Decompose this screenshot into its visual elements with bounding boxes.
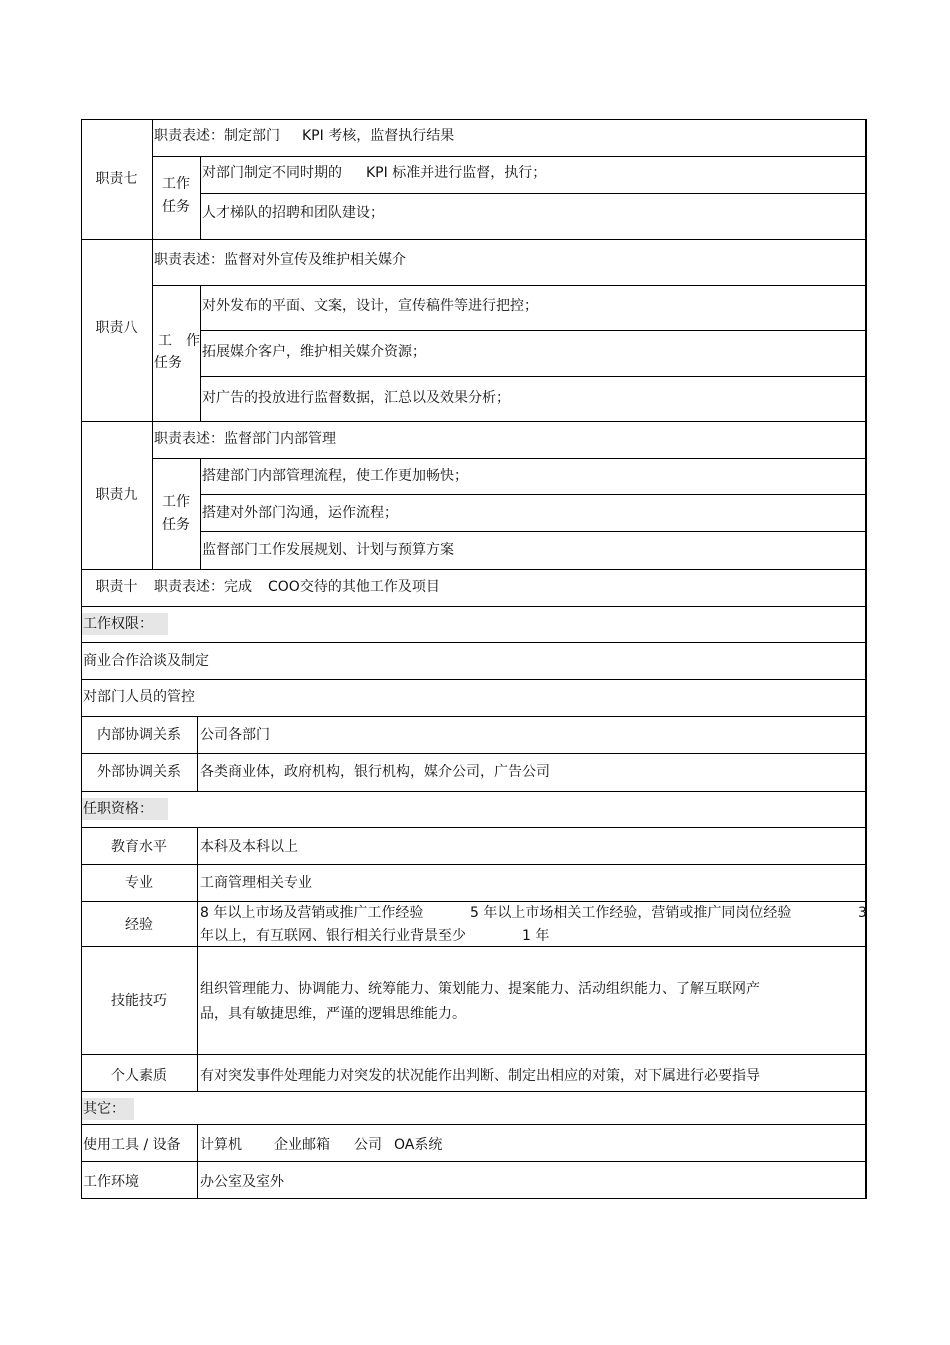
skills-line-1: 组织管理能力、协调能力、统筹能力、策划能力、提案能力、活动组织能力、了解互联网产 — [200, 981, 760, 997]
tools-label: 使用工具 / 设备 — [83, 1137, 181, 1153]
quality-value: 有对突发事件处理能力对突发的状况能作出判断、制定出相应的对策，对下属进行必要指导 — [200, 1068, 760, 1084]
experience-line-2b: 1 年 — [522, 928, 550, 944]
duty9-task-2: 搭建对外部门沟通，运作流程； — [202, 505, 398, 521]
experience-line-2a: 年以上，有互联网、银行相关行业背景至少 — [200, 928, 466, 944]
quality-label: 个人素质 — [111, 1068, 167, 1084]
experience-line-1c: 3 — [858, 905, 867, 921]
duty7-task-1-post: KPI 标准并进行监督，执行； — [366, 165, 547, 181]
duty10-label: 职责十 — [95, 579, 138, 595]
major-label: 专业 — [125, 875, 153, 891]
tools-value — [200, 1136, 442, 1154]
duty8-task-label-2: 任务 — [154, 355, 182, 371]
duty7-label: 职责七 — [95, 171, 138, 187]
tools-item-3: 公司 — [354, 1137, 382, 1153]
duty7-task-2: 人才梯队的招聘和团队建设； — [202, 205, 384, 221]
tools-item-4: OA系统 — [394, 1137, 443, 1153]
duty8-task-label-1: 工 作 — [158, 333, 200, 349]
duty7-task-label-1: 工作 — [162, 176, 190, 192]
environment-label: 工作环境 — [83, 1174, 139, 1190]
duty10-statement — [154, 578, 440, 596]
duty7-statement — [154, 127, 454, 145]
duty9-task-3: 监督部门工作发展规划、计划与预算方案 — [202, 542, 454, 558]
duty7-task-1 — [202, 164, 546, 182]
tools-item-2: 企业邮箱 — [274, 1137, 330, 1153]
duty10-statement-post: COO交待的其他工作及项目 — [268, 579, 440, 595]
duty10-statement-pre: 职责表述：完成 — [154, 579, 252, 595]
authority-item-1: 商业合作洽谈及制定 — [83, 653, 209, 669]
duty7-task-label-2: 任务 — [162, 199, 190, 215]
duty7-task-1-pre: 对部门制定不同时期的 — [202, 165, 342, 181]
duty9-label: 职责九 — [95, 487, 138, 503]
skills-label: 技能技巧 — [111, 993, 167, 1009]
duty8-task-2: 拓展媒介客户，维护相关媒介资源； — [202, 344, 426, 360]
major-value: 工商管理相关专业 — [200, 875, 312, 891]
authority-item-2: 对部门人员的管控 — [83, 689, 195, 705]
qualifications-header: 任职资格： — [83, 801, 153, 817]
duty8-label: 职责八 — [95, 320, 138, 336]
education-value: 本科及本科以上 — [200, 839, 298, 855]
duty8-task-1: 对外发布的平面、文案，设计，宣传稿件等进行把控； — [202, 298, 538, 314]
authority-header: 工作权限： — [83, 616, 153, 632]
experience-label: 经验 — [125, 917, 153, 933]
experience-line-1a: 8 年以上市场及营销或推广工作经验 — [200, 905, 424, 921]
external-relations-value: 各类商业体，政府机构，银行机构，媒介公司，广告公司 — [200, 764, 550, 780]
external-relations-label: 外部协调关系 — [97, 764, 181, 780]
duty9-task-label-2: 任务 — [162, 517, 190, 533]
duty7-statement-pre: 职责表述：制定部门 — [154, 128, 280, 144]
other-header: 其它： — [83, 1101, 125, 1117]
education-label: 教育水平 — [111, 839, 167, 855]
experience-line-1b: 5 年以上市场相关工作经验，营销或推广同岗位经验 — [470, 905, 792, 921]
internal-relations-value: 公司各部门 — [200, 727, 270, 743]
duty9-task-1: 搭建部门内部管理流程，使工作更加畅快； — [202, 468, 468, 484]
duty9-task-label-1: 工作 — [162, 494, 190, 510]
duty9-statement: 职责表述：监督部门内部管理 — [154, 431, 336, 447]
skills-line-2: 品，具有敏捷思维，严谨的逻辑思维能力。 — [200, 1006, 466, 1022]
tools-item-1: 计算机 — [200, 1137, 242, 1153]
duty8-task-3: 对广告的投放进行监督数据，汇总以及效果分析； — [202, 390, 510, 406]
duty8-statement: 职责表述：监督对外宣传及维护相关媒介 — [154, 252, 406, 268]
internal-relations-label: 内部协调关系 — [97, 727, 181, 743]
duty7-statement-kpi: KPI 考核，监督执行结果 — [302, 128, 455, 144]
environment-value: 办公室及室外 — [200, 1174, 284, 1190]
